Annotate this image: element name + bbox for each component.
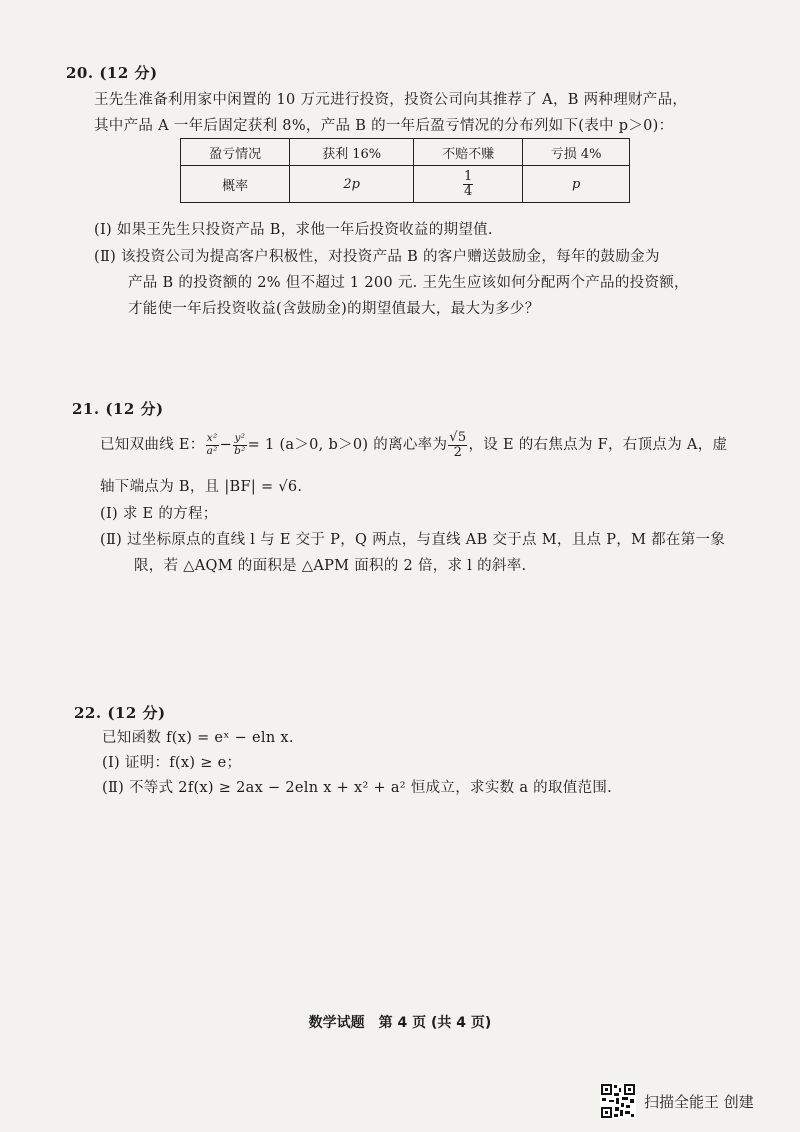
table-cell: 亏损 4%	[523, 139, 630, 166]
q20-part-1: (Ⅰ) 如果王先生只投资产品 B，求他一年后投资收益的期望值.	[94, 222, 493, 238]
q22-part-1: (Ⅰ) 证明：f(x) ≥ e；	[102, 755, 242, 771]
q21-part-1: (Ⅰ) 求 E 的方程；	[100, 506, 218, 522]
q21-line-1: 已知双曲线 E： $\frac{\text{x²}}{\text{a²}}$ − $\frac{\text{y²}}{\text{b²}}$ = 1 (a＞0, b＞0) 的离心率为 $\frac{√5}{2}$ ，设 E 的右焦点为 F，右顶点为 A，虚	[100, 429, 728, 460]
q20-header: 20. (12 分)	[66, 64, 158, 82]
q21-part-2-line-1: (Ⅱ) 过坐标原点的直线 l 与 E 交于 P，Q 两点，与直线 AB 交于点 M，且点 P，M 都在第一象	[100, 532, 726, 548]
q20-part-2-line-2: 产品 B 的投资额的 2% 但不超过 1 200 元. 王先生应该如何分配两个产品的投资额，	[128, 275, 689, 291]
q22-line-1: 已知函数 f(x) = eˣ − eln x.	[102, 730, 294, 746]
q20-part-2-line-3: 才能使一年后投资收益(含鼓励金)的期望值最大，最大为多少？	[128, 301, 540, 317]
q22-header: 22. (12 分)	[74, 704, 166, 722]
table-cell: 盈亏情况	[181, 139, 290, 166]
table-cell: 获利 16%	[290, 139, 414, 166]
fraction-one-quarter: $\frac{1}{4}$	[463, 168, 473, 199]
qr-code-icon	[600, 1083, 636, 1119]
table-row	[181, 139, 630, 166]
q20-line-1: 王先生准备利用家中闲置的 10 万元进行投资，投资公司向其推荐了 A，B 两种理财产品，	[94, 92, 688, 108]
table-cell: 概率	[181, 166, 290, 203]
q22-part-2: (Ⅱ) 不等式 2f(x) ≥ 2ax − 2eln x + x² + a² 恒成立，求实数 a 的取值范围.	[102, 780, 613, 796]
table-cell: p	[523, 166, 630, 203]
fraction-sqrt5-over-2: $\frac{√5}{2}$	[449, 429, 467, 460]
scanner-watermark: 扫描全能王 创建	[644, 1093, 754, 1111]
table-row	[181, 166, 630, 203]
q21-part-2-line-2: 限，若 △AQM 的面积是 △APM 面积的 2 倍，求 l 的斜率.	[134, 558, 527, 574]
fraction-x2-a2: $\frac{\text{x²}}{\text{a²}}$	[206, 432, 218, 457]
page-footer: 数学试题 第 4 页 (共 4 页)	[308, 1015, 492, 1031]
fraction-y2-b2: $\frac{\text{y²}}{\text{b²}}$	[234, 432, 246, 457]
table-cell	[414, 166, 523, 203]
q20-part-2-line-1: (Ⅱ) 该投资公司为提高客户积极性，对投资产品 B 的客户赠送鼓励金，每年的鼓励金为	[94, 249, 660, 265]
distribution-table	[180, 138, 630, 203]
q21-line-2: 轴下端点为 B，且 |BF| = √6.	[100, 479, 303, 495]
table-cell: 2p	[290, 166, 414, 203]
q20-line-2: 其中产品 A 一年后固定获利 8%，产品 B 的一年后盈亏情况的分布列如下(表中 p＞0)：	[94, 118, 674, 134]
q21-header: 21. (12 分)	[72, 400, 164, 418]
table-cell: 不赔不赚	[414, 139, 523, 166]
